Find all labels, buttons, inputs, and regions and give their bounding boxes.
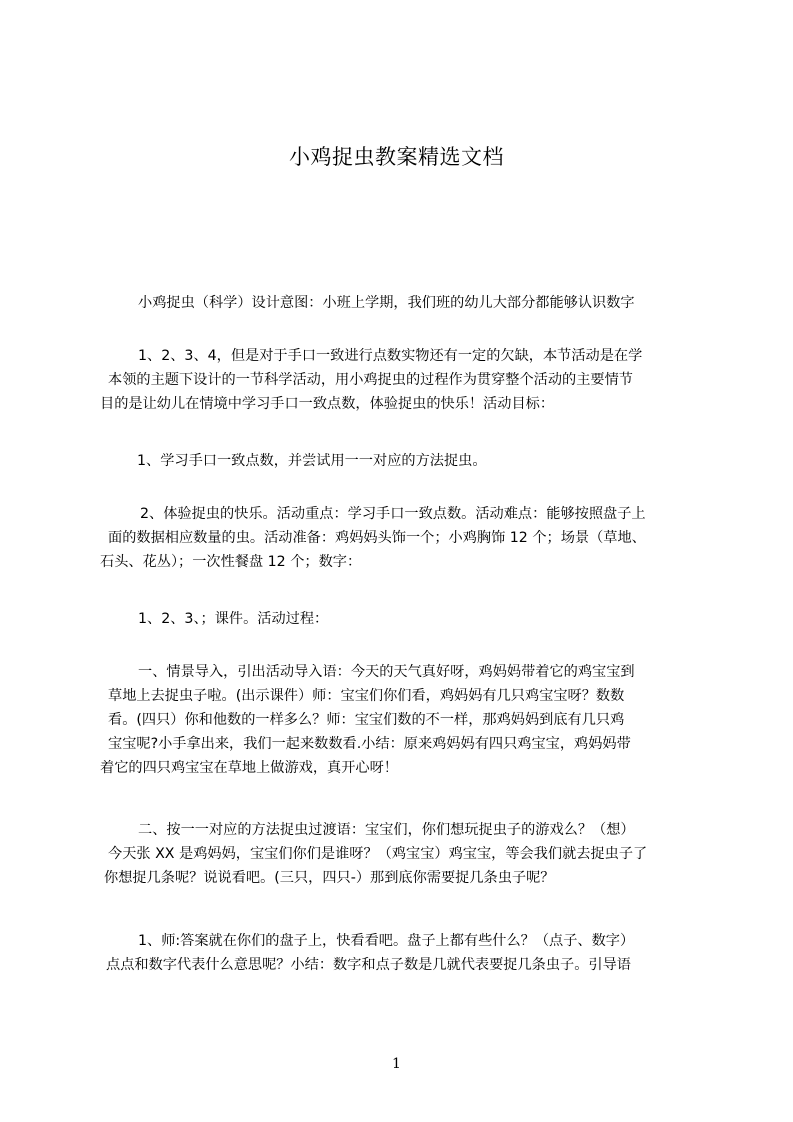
paragraph-line: 1、师:答案就在你们的盘子上，快看看吧。盘子上都有些什么？（点子、数字）: [138, 933, 635, 949]
paragraph-line: 着它的四只鸡宝宝在草地上做游戏，真开心呀！: [100, 760, 398, 776]
paragraph-line: 面的数据相应数量的虫。活动准备：鸡妈妈头饰一个；小鸡胸饰 12 个；场景（草地、: [108, 530, 646, 546]
paragraph-line: 宝宝呢?小手拿出来，我们一起来数数看.小结：原来鸡妈妈有四只鸡宝宝，鸡妈妈带: [108, 736, 631, 752]
paragraph-line: 今天张 XX 是鸡妈妈，宝宝们你们是谁呀？（鸡宝宝）鸡宝宝，等会我们就去捉虫子了: [108, 846, 648, 862]
paragraph-line: 目的是让幼儿在情境中学习手口一致点数，体验捉虫的快乐！活动目标：: [100, 396, 555, 412]
paragraph-design-intent: [100, 344, 700, 416]
paragraph-line: 1、2、3、；课件。活动过程：: [138, 611, 329, 627]
page-number: 1: [392, 1056, 401, 1072]
paragraph-line: 草地上去捉虫子啦。(出示课件）师：宝宝们你们看，鸡妈妈有几只鸡宝宝呀？数数: [108, 688, 625, 704]
paragraph-materials: [100, 607, 700, 631]
document-title: 小鸡捉虫教案精选文档: [289, 145, 504, 169]
paragraph-answer: [100, 929, 700, 977]
paragraph-line: 一、情景导入，引出活动导入语：今天的天气真好呀，鸡妈妈带着它的鸡宝宝到: [138, 664, 635, 680]
paragraph-line: 看。(四只）你和他数的一样多么？师：宝宝们数的不一样，那鸡妈妈到底有几只鸡: [108, 712, 625, 728]
paragraph-scene-intro: [100, 660, 700, 780]
paragraph-line: 你想捉几条呢？说说看吧。(三只，四只-）那到底你需要捉几条虫子呢？: [104, 870, 555, 886]
paragraph-line: 石头、花丛）；一次性餐盘 12 个；数字：: [100, 554, 362, 570]
paragraph-goal-2: [100, 502, 700, 574]
paragraph-goal-1: [100, 449, 700, 473]
paragraph-line: 1、2、3、4，但是对于手口一致进行点数实物还有一定的欠缺，本节活动是在学: [138, 348, 643, 364]
paragraph-intro: [100, 291, 700, 315]
paragraph-line: 本领的主题下设计的一节科学活动，用小鸡捉虫的过程作为贯穿整个活动的主要情节: [108, 372, 633, 388]
paragraph-line: 小鸡捉虫（科学）设计意图：小班上学期，我们班的幼儿大部分都能够认识数字: [138, 295, 635, 311]
paragraph-line: 2、体验捉虫的快乐。活动重点：学习手口一致点数。活动难点：能够按照盘子上: [140, 506, 646, 522]
paragraph-line: 二、按一一对应的方法捉虫过渡语：宝宝们，你们想玩捉虫子的游戏么？（想）: [138, 822, 635, 838]
paragraph-line: 1、学习手口一致点数，并尝试用一一对应的方法捉虫。: [137, 453, 487, 469]
paragraph-line: 点点和数字代表什么意思呢？小结：数字和点子数是几就代表要捉几条虫子。引导语: [106, 957, 631, 973]
paragraph-one-to-one: [100, 818, 700, 890]
